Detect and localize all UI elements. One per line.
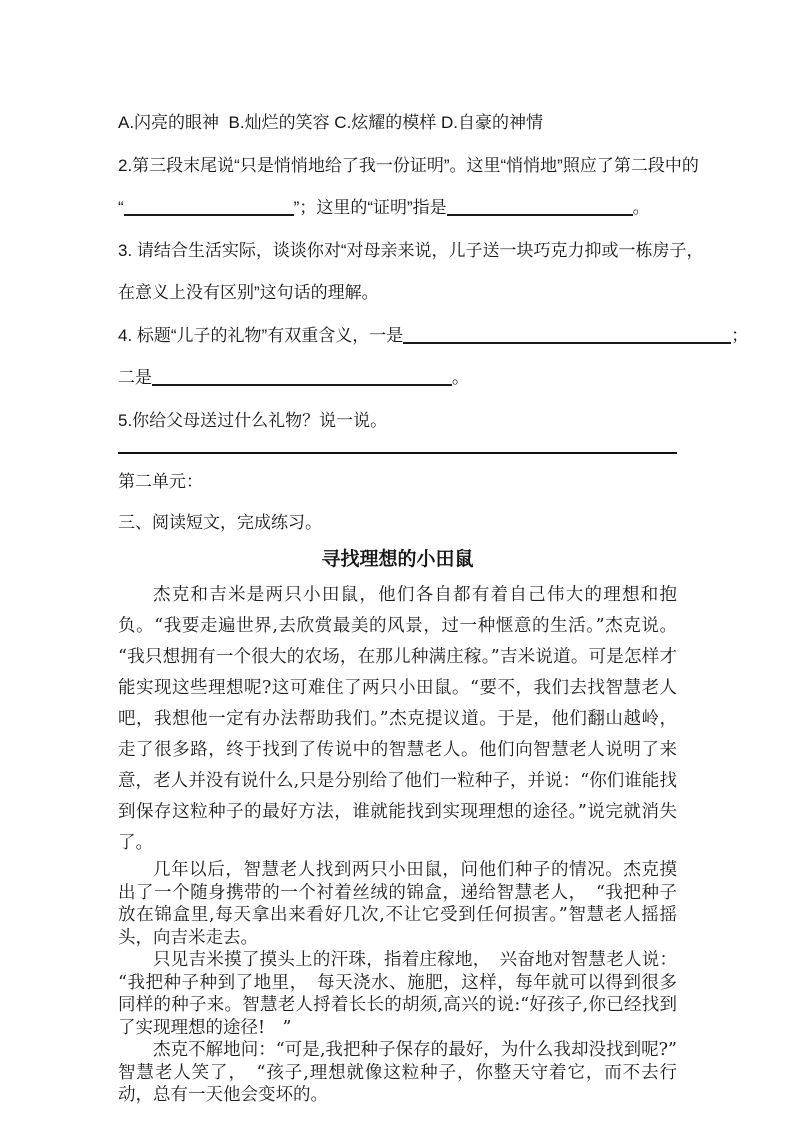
passage-paragraph-3: 只见吉米摸了摸头上的汗珠，指着庄稼地， 兴奋地对智慧老人说：“我把种子种到了地里， 每天浇水、施肥，这样，每年就可以得到很多同样的种子来。智慧老人捋着长长的胡须,高兴的说:“好孩子,你已经找到了实现理想的途径! ”	[118, 950, 677, 1038]
question-4-text: 4. 标题“儿子的礼物”有双重含义，一是	[118, 325, 404, 345]
question-2-mid-text: ”；这里的“证明”指是	[293, 198, 447, 217]
answer-blank-q2-second	[447, 212, 633, 216]
question-4-line2	[118, 357, 677, 400]
passage-paragraph-2: 几年以后，智慧老人找到两只小田鼠，问他们种子的情况。杰克摸出了一个随身携带的一个衬着丝绒的锦盒，递给智慧老人， “我把种子放在锦盒里,每天拿出来看好几次,不让它受到任何损害。”智慧老人摇摇头，向吉米走去。	[118, 860, 677, 948]
question-4-line2-text: 二是	[118, 368, 152, 387]
section-heading: 三、阅读短文，完成练习。	[118, 513, 322, 532]
question-2-answer-line	[118, 187, 677, 230]
question-2-period: 。	[632, 198, 650, 217]
question-2-text: 2.第三段末尾说“只是悄悄地给了我一份证明”。这里“悄悄地”照应了第二段中的	[118, 155, 699, 175]
question-4-semicolon: ；	[731, 325, 749, 345]
passage-paragraph-1: 杰克和吉米是两只小田鼠，他们各自都有着自己伟大的理想和抱负。“我要走遍世界,去欣赏最美的风景，过一种惬意的生活。”杰克说。“我只想拥有一个很大的农场，在那儿种满庄稼。”吉米说道。可是怎样才能实现这些理想呢?这可难住了两只小田鼠。“要不，我们去找智慧老人吧，我想他一定有办法帮助我们。”杰克提议道。于是，他们翻山越岭，走了很多路，终于找到了传说中的智慧老人。他们向智慧老人说明了来意，老人并没有说什么,只是分别给了他们一粒种子，并说：“你们谁能找到保存这粒种子的最好方法，谁就能找到实现理想的途径。”说完就消失了。	[118, 585, 677, 853]
answer-blank-q4-second	[152, 382, 452, 386]
passage-title: 寻找理想的小田鼠	[321, 549, 474, 570]
question-1-options: A.闪亮的眼神 B.灿烂的笑容 C.炫耀的模样 D.自豪的神情	[118, 113, 544, 132]
passage-paragraph-4: 杰克不解地问：“可是,我把种子保存的最好，为什么我却没找到呢?”智慧老人笑了， “孩子,理想就像这粒种子，你整天守着它，而不去行动，总有一天他会变坏的。	[118, 1040, 677, 1105]
question-5-text: 5.你给父母送过什么礼物？说一说。	[118, 410, 388, 430]
unit-label: 第二单元：	[118, 472, 203, 491]
question-4-line1	[118, 315, 749, 358]
answer-blank-q2-first	[124, 212, 294, 216]
section-divider	[118, 452, 677, 454]
question-3-text-line1: 3. 请结合生活实际，谈谈你对“对母亲来说，儿子送一块巧克力抑或一栋房子，	[118, 240, 704, 260]
questions-section	[118, 102, 749, 442]
passage-body	[118, 580, 677, 1107]
answer-blank-q4-first	[403, 340, 731, 344]
question-4-period: 。	[452, 368, 469, 387]
question-2-open-quote: “	[118, 198, 124, 217]
question-3-text-line2: 在意义上没有区别”这句话的理解。	[118, 283, 379, 302]
